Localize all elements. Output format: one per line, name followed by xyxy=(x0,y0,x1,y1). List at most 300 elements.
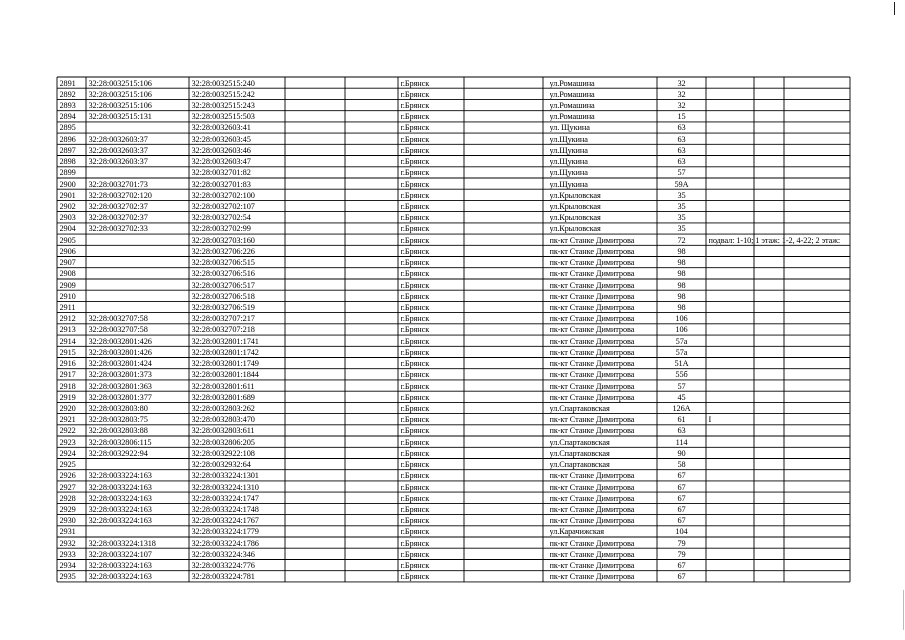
house-number-cell: 35 xyxy=(677,190,686,200)
street-cell: ул.Спартаковская xyxy=(549,460,610,470)
blank-cell-a xyxy=(288,179,345,190)
parent-cadastral-number-cell: 32:28:0032603:37 xyxy=(88,157,148,167)
street-cell: пк-кт Станке Димитрова xyxy=(549,426,635,436)
blank-cell-b xyxy=(348,414,398,425)
blank-cell-e xyxy=(787,437,850,448)
cadastral-number-cell: 32:28:0032515:242 xyxy=(191,89,255,99)
house-number-cell: 67 xyxy=(677,493,686,503)
blank-cell-e xyxy=(787,336,850,347)
blank-cell-d xyxy=(757,482,784,493)
cadastral-number-cell: 32:28:0033224:346 xyxy=(191,549,255,559)
cadastral-number-cell: 32:28:0032801:611 xyxy=(191,381,255,391)
blank-cell-a xyxy=(288,448,345,459)
row-number-cell: 2904 xyxy=(59,224,76,234)
blank-cell-a xyxy=(288,493,345,504)
city-cell: г.Брянск xyxy=(400,561,430,571)
blank-cell-b xyxy=(348,448,398,459)
street-cell: ул.Спартаковская xyxy=(549,403,610,413)
blank-cell-c xyxy=(467,347,543,358)
blank-cell-b xyxy=(348,459,398,470)
row-number-cell: 2916 xyxy=(59,359,76,369)
blank-cell-e xyxy=(787,526,850,537)
house-number-cell: 63 xyxy=(677,145,686,155)
house-number-cell: 79 xyxy=(677,538,686,548)
blank-cell-b xyxy=(348,268,398,279)
street-cell: ул.Ромашина xyxy=(549,89,595,99)
blank-cell-a xyxy=(288,369,345,380)
cadastral-number-cell: 32:28:0032706:226 xyxy=(191,246,255,256)
parent-cadastral-number-cell xyxy=(89,235,189,246)
blank-cell-d xyxy=(757,504,784,515)
blank-cell-d xyxy=(757,201,784,212)
row-number-cell: 2906 xyxy=(59,246,76,256)
blank-cell-d xyxy=(757,549,784,560)
city-cell: г.Брянск xyxy=(400,134,430,144)
parent-cadastral-number-cell xyxy=(89,291,189,302)
row-number-cell: 2900 xyxy=(59,179,76,189)
blank-cell-a xyxy=(288,549,345,560)
blank-cell-a xyxy=(288,482,345,493)
blank-cell-e xyxy=(787,223,850,234)
row-number-cell: 2929 xyxy=(59,504,76,514)
street-cell: ул.Ромашина xyxy=(549,101,595,111)
city-cell: г.Брянск xyxy=(400,78,430,88)
blank-cell-d xyxy=(757,223,784,234)
blank-cell-d xyxy=(757,257,784,268)
blank-cell-e xyxy=(787,560,850,571)
city-cell: г.Брянск xyxy=(400,89,430,99)
city-cell: г.Брянск xyxy=(400,448,430,458)
city-cell: г.Брянск xyxy=(400,471,430,481)
blank-cell-e xyxy=(787,358,850,369)
blank-cell-b xyxy=(348,358,398,369)
street-cell: пк-кт Станке Димитрова xyxy=(549,303,635,312)
city-cell: г.Брянск xyxy=(400,359,430,369)
blank-cell-b xyxy=(348,156,398,167)
parent-cadastral-number-cell: 32:28:0032801:426 xyxy=(88,347,152,357)
blank-cell-d xyxy=(757,167,784,178)
row-number-cell: 2910 xyxy=(59,291,76,301)
row-number-cell: 2896 xyxy=(59,134,76,144)
house-number-cell: 32 xyxy=(677,101,686,111)
street-cell: пк-кт Станке Димитрова xyxy=(549,359,635,369)
blank-cell-d xyxy=(757,324,784,335)
blank-cell-c xyxy=(467,560,543,571)
house-number-cell: 57а xyxy=(675,347,688,357)
blank-cell-c xyxy=(467,111,543,122)
row-number-cell: 2920 xyxy=(59,403,76,413)
house-number-cell: 57а xyxy=(675,336,688,346)
blank-cell-a xyxy=(288,89,345,100)
blank-cell-d xyxy=(757,235,784,246)
cadastral-number-cell: 32:28:0032703:160 xyxy=(191,235,255,245)
blank-cell-d xyxy=(757,190,784,201)
cadastral-number-cell: 32:28:0032922:108 xyxy=(191,448,255,458)
house-number-cell: 32 xyxy=(677,78,686,88)
house-number-cell: 58 xyxy=(677,460,686,470)
blank-cell-d xyxy=(757,156,784,167)
blank-cell-e xyxy=(787,571,850,582)
blank-cell-e xyxy=(787,268,850,279)
city-cell: г.Брянск xyxy=(400,314,430,324)
house-number-cell: 55б xyxy=(675,370,688,380)
blank-cell-a xyxy=(288,100,345,111)
street-cell: ул.Крыловская xyxy=(549,213,601,223)
row-number-cell: 2928 xyxy=(59,493,76,503)
blank-cell-a xyxy=(288,280,345,291)
blank-cell-b xyxy=(348,336,398,347)
row-number-cell: 2915 xyxy=(59,347,76,357)
street-cell: ул.Ромашина xyxy=(549,112,595,122)
city-cell: г.Брянск xyxy=(400,190,430,200)
city-cell: г.Брянск xyxy=(400,415,430,425)
blank-cell-b xyxy=(348,515,398,526)
street-cell: пк-кт Станке Димитрова xyxy=(549,325,635,335)
blank-cell-d xyxy=(757,560,784,571)
blank-cell-c xyxy=(467,134,543,145)
blank-cell-b xyxy=(348,100,398,111)
blank-cell-d xyxy=(757,414,784,425)
cadastral-number-cell: 32:28:0032701:82 xyxy=(191,168,251,178)
blank-cell-a xyxy=(288,167,345,178)
blank-cell-a xyxy=(288,336,345,347)
street-cell: пк-кт Станке Димитрова xyxy=(549,493,635,503)
cadastral-number-cell: 32:28:0032707:217 xyxy=(191,314,255,324)
cadastral-number-cell: 32:28:0033224:1767 xyxy=(191,516,259,526)
house-number-cell: 79 xyxy=(677,549,686,559)
blank-cell-d xyxy=(757,134,784,145)
blank-cell-c xyxy=(467,538,543,549)
blank-cell-b xyxy=(348,212,398,223)
parent-cadastral-number-cell: 32:28:0032806:115 xyxy=(88,437,152,447)
cadastral-number-cell: 32:28:0032603:46 xyxy=(191,145,251,155)
cadastral-number-cell: 32:28:0032803:470 xyxy=(191,415,255,425)
blank-cell-b xyxy=(348,369,398,380)
blank-cell-e xyxy=(787,482,850,493)
row-number-cell: 2923 xyxy=(59,437,76,447)
house-number-cell: 67 xyxy=(677,504,686,514)
row-number-cell: 2925 xyxy=(59,460,76,470)
blank-cell-c xyxy=(467,549,543,560)
row-number-cell: 2902 xyxy=(59,202,76,212)
house-number-cell: 63 xyxy=(677,157,686,167)
blank-cell-e xyxy=(787,448,850,459)
city-cell: г.Брянск xyxy=(400,482,430,492)
blank-cell-e xyxy=(787,190,850,201)
parent-cadastral-number-cell: 32:28:0033224:107 xyxy=(88,549,152,559)
blank-cell-b xyxy=(348,560,398,571)
row-number-cell: 2905 xyxy=(59,235,76,245)
street-cell: пк-кт Станке Димитрова xyxy=(549,269,635,279)
cadastral-number-cell: 32:28:0032702:100 xyxy=(191,190,255,200)
street-cell: пк-кт Станке Димитрова xyxy=(549,549,635,559)
blank-cell-d xyxy=(757,111,784,122)
row-number-cell: 2922 xyxy=(59,426,76,436)
blank-cell-b xyxy=(348,190,398,201)
blank-cell-e xyxy=(787,179,850,190)
blank-cell-d xyxy=(757,179,784,190)
blank-cell-d xyxy=(757,358,784,369)
cadastral-number-cell: 32:28:0032932:64 xyxy=(191,460,251,470)
city-cell: г.Брянск xyxy=(400,392,430,402)
blank-cell-c xyxy=(467,257,543,268)
house-number-cell: 61 xyxy=(677,415,686,425)
house-number-cell: 51А xyxy=(674,359,689,369)
city-cell: г.Брянск xyxy=(400,538,430,548)
street-cell: пк-кт Станке Димитрова xyxy=(549,516,635,526)
blank-cell-d xyxy=(757,122,784,133)
row-number-cell: 2893 xyxy=(59,101,76,111)
blank-cell-a xyxy=(288,515,345,526)
house-number-cell: 106 xyxy=(675,325,688,335)
row-number-cell: 2911 xyxy=(59,303,76,312)
blank-cell-a xyxy=(288,414,345,425)
blank-cell-e xyxy=(787,324,850,335)
house-number-cell: 98 xyxy=(677,269,686,279)
city-cell: г.Брянск xyxy=(400,291,430,301)
street-cell: пк-кт Станке Димитрова xyxy=(549,415,635,425)
blank-cell-c xyxy=(467,425,543,436)
parent-cadastral-number-cell xyxy=(89,246,189,257)
blank-cell-e xyxy=(787,111,850,122)
city-cell: г.Брянск xyxy=(400,504,430,514)
street-cell: пк-кт Станке Димитрова xyxy=(549,291,635,301)
blank-cell-c xyxy=(467,369,543,380)
cadastral-number-cell: 32:28:0032702:107 xyxy=(191,202,255,212)
blank-cell-c xyxy=(467,212,543,223)
blank-cell-d xyxy=(757,448,784,459)
row-number-cell: 2921 xyxy=(59,415,76,425)
blank-cell-b xyxy=(348,235,398,246)
blank-cell-c xyxy=(467,235,543,246)
blank-cell-d xyxy=(757,392,784,403)
blank-cell-b xyxy=(348,538,398,549)
blank-cell-e xyxy=(787,280,850,291)
row-number-cell: 2894 xyxy=(59,112,76,122)
blank-cell-b xyxy=(348,291,398,302)
blank-cell-e xyxy=(787,78,850,89)
house-number-cell: 67 xyxy=(677,572,686,582)
house-number-cell: 63 xyxy=(677,134,686,144)
blank-cell-c xyxy=(467,526,543,537)
blank-cell-c xyxy=(467,515,543,526)
blank-cell-c xyxy=(467,156,543,167)
blank-cell-b xyxy=(348,223,398,234)
blank-cell-a xyxy=(288,291,345,302)
blank-cell-b xyxy=(348,145,398,156)
parent-cadastral-number-cell xyxy=(89,459,189,470)
blank-cell-d xyxy=(757,89,784,100)
blank-cell-b xyxy=(348,549,398,560)
house-number-cell: 98 xyxy=(677,291,686,301)
house-number-cell: 72 xyxy=(677,235,686,245)
blank-cell-c xyxy=(467,268,543,279)
blank-cell-d xyxy=(757,78,784,89)
house-number-cell: 67 xyxy=(677,516,686,526)
blank-cell-a xyxy=(288,381,345,392)
blank-cell-b xyxy=(348,302,398,313)
row-number-cell: 2909 xyxy=(59,280,76,290)
city-cell: г.Брянск xyxy=(400,123,430,133)
city-cell: г.Брянск xyxy=(400,101,430,111)
blank-cell-b xyxy=(348,392,398,403)
house-number-cell: 67 xyxy=(677,471,686,481)
blank-cell-e xyxy=(787,347,850,358)
blank-cell-c xyxy=(467,336,543,347)
city-cell: г.Брянск xyxy=(400,527,430,537)
blank-cell-d xyxy=(757,291,784,302)
street-cell: пк-кт Станке Димитрова xyxy=(549,235,635,245)
city-cell: г.Брянск xyxy=(400,437,430,447)
blank-cell-e xyxy=(787,425,850,436)
blank-cell-a xyxy=(288,347,345,358)
blank-cell-e xyxy=(787,504,850,515)
parent-cadastral-number-cell xyxy=(89,167,189,178)
cadastral-number-cell: 32:28:0032801:1749 xyxy=(191,359,259,369)
house-number-cell: 98 xyxy=(677,258,686,268)
cadastral-number-cell: 32:28:0032706:515 xyxy=(191,258,255,268)
blank-cell-c xyxy=(467,392,543,403)
city-cell: г.Брянск xyxy=(400,493,430,503)
street-cell: ул.Ромашина xyxy=(549,78,595,88)
house-number-cell: 35 xyxy=(677,224,686,234)
parent-cadastral-number-cell: 32:28:0032702:120 xyxy=(88,190,152,200)
city-cell: г.Брянск xyxy=(400,168,430,178)
cadastral-number-cell: 32:28:0032707:218 xyxy=(191,325,255,335)
parent-cadastral-number-cell: 32:28:0033224:163 xyxy=(88,493,152,503)
blank-cell-d xyxy=(757,381,784,392)
blank-cell-a xyxy=(288,122,345,133)
cadastral-number-cell: 32:28:0032702:54 xyxy=(191,213,251,223)
blank-cell-e xyxy=(787,515,850,526)
cadastral-number-cell: 32:28:0033224:1779 xyxy=(191,527,259,537)
parent-cadastral-number-cell: 32:28:0033224:163 xyxy=(88,482,152,492)
blank-cell-e xyxy=(787,403,850,414)
house-number-cell: 98 xyxy=(677,246,686,256)
blank-cell-b xyxy=(348,437,398,448)
blank-cell-d xyxy=(757,100,784,111)
city-cell: г.Брянск xyxy=(400,202,430,212)
blank-cell-b xyxy=(348,179,398,190)
blank-cell-c xyxy=(467,403,543,414)
row-number-cell: 2934 xyxy=(59,561,76,571)
parent-cadastral-number-cell: 32:28:0033224:1318 xyxy=(88,538,156,548)
blank-cell-a xyxy=(288,235,345,246)
cadastral-number-cell: 32:28:0032515:503 xyxy=(191,112,255,122)
street-cell: ул.Щукина xyxy=(549,179,588,189)
premises-note-cell: I xyxy=(708,415,712,425)
cadastral-number-cell: 32:28:0033224:776 xyxy=(191,561,255,571)
blank-cell-a xyxy=(288,190,345,201)
parent-cadastral-number-cell xyxy=(89,302,189,313)
blank-cell-c xyxy=(467,381,543,392)
blank-cell-a xyxy=(288,313,345,324)
blank-cell-a xyxy=(288,246,345,257)
blank-cell-c xyxy=(467,246,543,257)
blank-cell-a xyxy=(288,571,345,582)
blank-cell-e xyxy=(787,493,850,504)
parent-cadastral-number-cell: 32:28:0032801:424 xyxy=(88,359,152,369)
street-cell: ул.Крыловская xyxy=(549,190,601,200)
city-cell: г.Брянск xyxy=(400,145,430,155)
scan-edge-mark xyxy=(894,2,895,15)
blank-cell-d xyxy=(757,571,784,582)
blank-cell-e xyxy=(787,392,850,403)
blank-cell-e xyxy=(787,212,850,223)
row-number-cell: 2892 xyxy=(59,89,76,99)
blank-cell-d xyxy=(757,515,784,526)
cadastral-number-cell: 32:28:0032706:517 xyxy=(191,280,255,290)
blank-cell-a xyxy=(288,134,345,145)
city-cell: г.Брянск xyxy=(400,112,430,122)
blank-cell-a xyxy=(288,403,345,414)
cadastral-number-cell: 32:28:0032706:518 xyxy=(191,291,255,301)
blank-cell-d xyxy=(757,280,784,291)
blank-cell-d xyxy=(757,347,784,358)
blank-cell-b xyxy=(348,571,398,582)
parent-cadastral-number-cell: 32:28:0033224:163 xyxy=(88,572,152,582)
blank-cell-a xyxy=(288,470,345,481)
blank-cell-a xyxy=(288,358,345,369)
row-number-cell: 2926 xyxy=(59,471,76,481)
cadastral-number-cell: 32:28:0032801:689 xyxy=(191,392,255,402)
street-cell: пк-кт Станке Димитрова xyxy=(549,258,635,268)
blank-cell-d xyxy=(757,437,784,448)
row-number-cell: 2912 xyxy=(59,314,76,324)
house-number-cell: 45 xyxy=(677,392,686,402)
blank-cell-d xyxy=(757,268,784,279)
blank-cell-c xyxy=(467,414,543,425)
city-cell: г.Брянск xyxy=(400,179,430,189)
street-cell: пк-кт Станке Димитрова xyxy=(549,381,635,391)
blank-cell-c xyxy=(467,78,543,89)
parent-cadastral-number-cell: 32:28:0032801:377 xyxy=(88,392,152,402)
blank-cell-a xyxy=(288,156,345,167)
blank-cell-c xyxy=(467,358,543,369)
blank-cell-c xyxy=(467,291,543,302)
blank-cell-a xyxy=(288,504,345,515)
cadastral-number-cell: 32:28:0033224:1310 xyxy=(191,482,259,492)
blank-cell-c xyxy=(467,280,543,291)
city-cell: г.Брянск xyxy=(400,235,430,245)
blank-cell-a xyxy=(288,526,345,537)
blank-cell-a xyxy=(288,145,345,156)
blank-cell-e xyxy=(787,145,850,156)
blank-cell-b xyxy=(348,403,398,414)
street-cell: пк-кт Станке Димитрова xyxy=(549,471,635,481)
parent-cadastral-number-cell xyxy=(89,280,189,291)
parent-cadastral-number-cell xyxy=(89,526,189,537)
blank-cell-c xyxy=(467,313,543,324)
blank-cell-b xyxy=(348,482,398,493)
city-cell: г.Брянск xyxy=(400,157,430,167)
street-cell: пк-кт Станке Димитрова xyxy=(549,482,635,492)
city-cell: г.Брянск xyxy=(400,572,430,582)
blank-cell-b xyxy=(348,122,398,133)
blank-cell-c xyxy=(467,145,543,156)
parent-cadastral-number-cell: 32:28:0032803:80 xyxy=(88,403,148,413)
house-number-cell: 90 xyxy=(677,448,686,458)
blank-cell-a xyxy=(288,324,345,335)
blank-cell-a xyxy=(288,201,345,212)
cadastral-number-cell: 32:28:0032801:1742 xyxy=(191,347,259,357)
parent-cadastral-number-cell: 32:28:0032922:94 xyxy=(88,448,148,458)
parent-cadastral-number-cell: 32:28:0032515:106 xyxy=(88,89,152,99)
cadastral-number-cell: 32:28:0033224:781 xyxy=(191,572,255,582)
cadastral-number-cell: 32:28:0032806:205 xyxy=(191,437,255,447)
cadastral-number-cell: 32:28:0032515:243 xyxy=(191,101,255,111)
row-number-cell: 2930 xyxy=(59,516,76,526)
